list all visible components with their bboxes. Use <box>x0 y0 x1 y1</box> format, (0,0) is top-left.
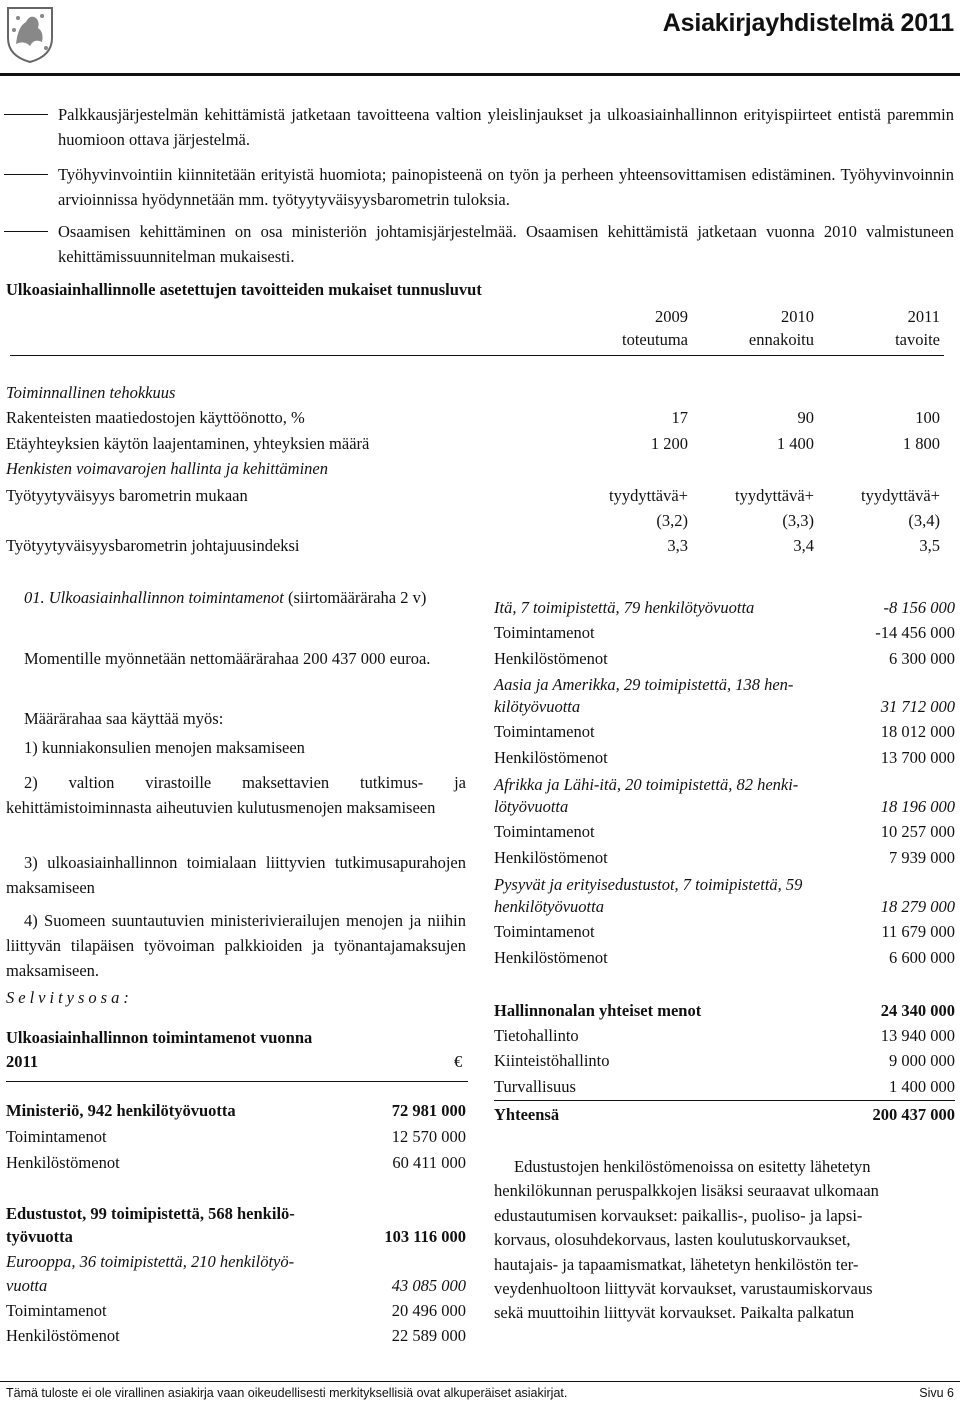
table-row <box>494 1023 955 1048</box>
row-label: Henkilöstömenot <box>6 1326 120 1345</box>
column-year: 2010 <box>781 307 814 326</box>
value-2011: tyydyttävä+ <box>861 486 940 505</box>
row-value: 60 411 000 <box>392 1153 466 1172</box>
table-row <box>494 719 955 744</box>
table-row <box>494 845 955 870</box>
column-header-2011 <box>820 305 940 351</box>
value-2011: 3,5 <box>919 536 940 555</box>
row-label: Yhteensä <box>494 1105 560 1124</box>
moment-code: 01. <box>24 588 45 607</box>
row-label: Henkilöstömenot <box>494 848 608 867</box>
table-row <box>494 620 955 645</box>
table-row <box>494 745 955 770</box>
table-row <box>6 406 940 430</box>
moment-type: (siirtomääräraha 2 v) <box>283 588 427 607</box>
header-rule <box>0 73 960 76</box>
subvalue-2009: (3,2) <box>656 511 688 530</box>
column-header-2009 <box>568 305 688 351</box>
row-label: Toimintamenot <box>494 722 595 741</box>
total-row <box>494 1102 955 1127</box>
table-row <box>494 1048 955 1073</box>
row-value: 20 496 000 <box>391 1301 466 1320</box>
kpi-section-heading <box>6 381 940 405</box>
column-year: 2011 <box>907 307 940 326</box>
kpi-table-title: Ulkoasiainhallinnolle asetettujen tavoitteiden mukaiset tunnusluvut <box>6 280 482 299</box>
table-row <box>6 1224 466 1249</box>
table-row <box>6 1124 466 1149</box>
row-value: 12 570 000 <box>391 1127 466 1146</box>
table-row <box>6 432 940 456</box>
table-row <box>6 1323 466 1348</box>
table-rule <box>6 1081 468 1082</box>
value-2010: 1 400 <box>776 434 814 453</box>
dash-marker <box>4 114 48 115</box>
usage-item: 1) kunniakonsulien menojen maksamiseen <box>24 738 305 757</box>
row-value: 72 981 000 <box>391 1101 466 1120</box>
region-value: -8 156 000 <box>883 598 955 617</box>
row-label: Rakenteisten maatiedostojen käyttöönotto, % <box>6 408 305 427</box>
row-label: Toimintamenot <box>6 1301 107 1320</box>
paragraph-line: henkilökunnan peruspalkkojen lisäksi seuraavat ulkomaan <box>494 1181 879 1201</box>
bullet-text: Osaamisen kehittäminen on osa ministeriön johtamisjärjestelmää. Osaamisen kehittämistä jatketaan vuonna 2010 valmistuneen kehittämissuunnitelman mukaisesti. <box>58 222 954 266</box>
bullet-text: Työhyvinvointiin kiinnitetään erityistä huomiota; painopisteenä on työn ja perheen yhteensovittamisen edistäminen. Työhyvinvoinnin arvioinnissa hyödynnetään mm. työtyytyväisyysbarometrin tuloksia. <box>58 165 954 209</box>
row-value: 13 700 000 <box>880 748 955 767</box>
value-2010: 90 <box>797 408 814 427</box>
row-label: Toimintamenot <box>494 822 595 841</box>
column-header-2010 <box>694 305 814 351</box>
table-row <box>6 534 940 558</box>
row-label: Työtyytyväisyys barometrin mukaan <box>6 486 248 505</box>
dash-marker <box>4 231 48 232</box>
value-2009: tyydyttävä+ <box>609 486 688 505</box>
table-row-label <box>6 1201 466 1226</box>
row-value: 1 400 000 <box>889 1077 955 1096</box>
row-value: 24 340 000 <box>880 1001 955 1020</box>
region-value: 18 196 000 <box>880 797 955 816</box>
bullet-text: Palkkausjärjestelmän kehittämistä jatketaan tavoitteena valtion yleislinjaukset ja ulkoasiainhallinnon erityispiirteet entistä paremmin huomioon ottava järjestelmä. <box>58 105 954 149</box>
region-row <box>494 694 955 719</box>
table-row <box>6 1098 466 1123</box>
row-value: 22 589 000 <box>391 1326 466 1345</box>
value-2010: tyydyttävä+ <box>735 486 814 505</box>
row-label: Työtyytyväisyysbarometrin johtajuusindeksi <box>6 536 300 555</box>
usage-item: 2) valtion virastoille maksettavien tutkimus- ja kehittämistoiminnasta aiheutuvien kulutusmenojen maksamiseen <box>6 773 466 817</box>
closing-paragraph <box>494 1155 955 1326</box>
lion-crest-logo <box>4 4 56 64</box>
table-row-label <box>6 1249 466 1274</box>
row-label: Toimintamenot <box>494 623 595 642</box>
footer-disclaimer: Tämä tuloste ei ole virallinen asiakirja vaan oikeudellisesti merkityksellisiä ovat alkuperäiset asiakirjat. <box>6 1386 568 1400</box>
value-2010: 3,4 <box>793 536 814 555</box>
paragraph-line: hautajais- ja tapaamismatkat, lähetetyn henkilöstön ter- <box>494 1254 859 1274</box>
footer-rule <box>0 1381 960 1382</box>
row-label: Kiinteistöhallinto <box>494 1051 610 1070</box>
cost-table-title: Ulkoasiainhallinnon toimintamenot vuonna 2011 <box>6 1028 313 1071</box>
row-label: Hallinnonalan yhteiset menot <box>494 1001 702 1020</box>
row-label: Turvallisuus <box>494 1077 576 1096</box>
value-2011: 100 <box>915 408 940 427</box>
column-label: toteutuma <box>622 330 688 349</box>
row-label: Tietohallinto <box>494 1026 579 1045</box>
row-label: työvuotta <box>6 1227 73 1246</box>
paragraph-line: veydenhuoltoon liittyvät korvaukset, varustaumiskorvaus <box>494 1279 873 1299</box>
region-value: 18 279 000 <box>880 897 955 916</box>
row-label: Toimintamenot <box>494 922 595 941</box>
value-2009: 17 <box>671 408 688 427</box>
section-heading-text: Toiminnallinen tehokkuus <box>6 383 176 402</box>
column-year: 2009 <box>655 307 688 326</box>
row-value: 43 085 000 <box>391 1276 466 1295</box>
row-value: 6 600 000 <box>889 948 955 967</box>
euro-symbol: € <box>454 1052 463 1071</box>
table-row <box>494 819 955 844</box>
region-label: lötyövuotta <box>494 797 569 816</box>
page-number: Sivu 6 <box>919 1386 954 1400</box>
table-row <box>6 1298 466 1323</box>
table-row <box>494 919 955 944</box>
region-row <box>494 794 955 819</box>
subvalue-2010: (3,3) <box>782 511 814 530</box>
section-heading-text: Henkisten voimavarojen hallinta ja kehittäminen <box>6 459 328 478</box>
region-label: Pysyvät ja erityisedustustot, 7 toimipistettä, 59 <box>494 875 803 894</box>
dash-marker <box>4 174 48 175</box>
region-label: Afrikka ja Lähi-itä, 20 toimipistettä, 82 henki- <box>494 775 799 794</box>
row-value: 18 012 000 <box>880 722 955 741</box>
moment-heading <box>6 585 466 610</box>
row-label: vuotta <box>6 1276 48 1295</box>
table-row <box>6 1273 466 1298</box>
region-row <box>494 894 955 919</box>
value-2011: 1 800 <box>902 434 940 453</box>
table-row <box>494 646 955 671</box>
row-label: Ministeriö, 942 henkilötyövuotta <box>6 1101 236 1120</box>
row-label: Edustustot, 99 toimipistettä, 568 henkilö- <box>6 1204 295 1223</box>
explanation-heading: Selvitysosa: <box>6 988 133 1007</box>
column-label: tavoite <box>895 330 940 349</box>
row-value: 6 300 000 <box>889 649 955 668</box>
grant-paragraph: Momentille myönnetään nettomäärärahaa 200 437 000 euroa. <box>24 649 431 668</box>
value-2009: 1 200 <box>650 434 688 453</box>
value-2009: 3,3 <box>667 536 688 555</box>
table-row <box>6 484 940 508</box>
table-row <box>494 998 955 1023</box>
kpi-section-heading <box>6 457 940 481</box>
bullet-item <box>0 102 960 152</box>
row-value: 13 940 000 <box>880 1026 955 1045</box>
row-label: Eurooppa, 36 toimipistettä, 210 henkilötyö- <box>6 1252 295 1271</box>
row-label: Henkilöstömenot <box>494 948 608 967</box>
row-label: Henkilöstömenot <box>494 748 608 767</box>
row-value: 9 000 000 <box>889 1051 955 1070</box>
row-value: 200 437 000 <box>872 1105 955 1124</box>
row-value: 7 939 000 <box>889 848 955 867</box>
region-value: 31 712 000 <box>880 697 955 716</box>
usage-intro: Määrärahaa saa käyttää myös: <box>24 709 224 728</box>
column-label: ennakoitu <box>748 330 814 349</box>
moment-title: Ulkoasiainhallinnon toimintamenot <box>48 588 284 607</box>
region-row <box>494 595 955 620</box>
kpi-header-rule <box>10 355 944 356</box>
paragraph-line: edustautumisen korvaukset: paikallis-, puoliso- ja lapsi- <box>494 1205 863 1225</box>
row-value: 103 116 000 <box>384 1227 466 1246</box>
row-value: 11 679 000 <box>881 922 955 941</box>
table-row <box>6 1150 466 1175</box>
row-label: Henkilöstömenot <box>6 1153 120 1172</box>
row-label: Toimintamenot <box>6 1127 107 1146</box>
row-label: Henkilöstömenot <box>494 649 608 668</box>
table-row <box>494 1074 955 1099</box>
bullet-item <box>0 162 960 212</box>
usage-item: 3) ulkoasiainhallinnon toimialaan liittyvien tutkimusapurahojen maksamiseen <box>6 853 466 897</box>
region-label: kilötyövuotta <box>494 697 581 716</box>
subvalue-2011: (3,4) <box>908 511 940 530</box>
usage-item: 4) Suomeen suuntautuvien ministerivierailujen menojen ja niihin liittyvän tilapäisen työvoiman palkkioiden ja työnantajamaksujen maksamiseen. <box>6 911 466 980</box>
table-row <box>494 945 955 970</box>
row-value: 10 257 000 <box>880 822 955 841</box>
bullet-item <box>0 219 960 269</box>
paragraph-line: Edustustojen henkilöstömenoissa on esitetty lähetetyn <box>514 1157 871 1176</box>
document-title: Asiakirjayhdistelmä 2011 <box>662 9 954 37</box>
paragraph-line: korvaus, olosuhdekorvaus, lasten koulutuskorvaukset, <box>494 1230 851 1250</box>
row-label: Etäyhteyksien käytön laajentaminen, yhteyksien määrä <box>6 434 370 453</box>
region-label: henkilötyövuotta <box>494 897 604 916</box>
row-value: -14 456 000 <box>875 623 955 642</box>
total-rule <box>494 1100 955 1101</box>
paragraph-line: sekä muuttoihin liittyvät korvaukset. Paikalta palkatun <box>494 1303 855 1323</box>
table-row-sub <box>6 509 940 533</box>
region-label: Itä, 7 toimipistettä, 79 henkilötyövuotta <box>494 598 755 617</box>
region-label: Aasia ja Amerikka, 29 toimipistettä, 138 hen- <box>494 675 794 694</box>
